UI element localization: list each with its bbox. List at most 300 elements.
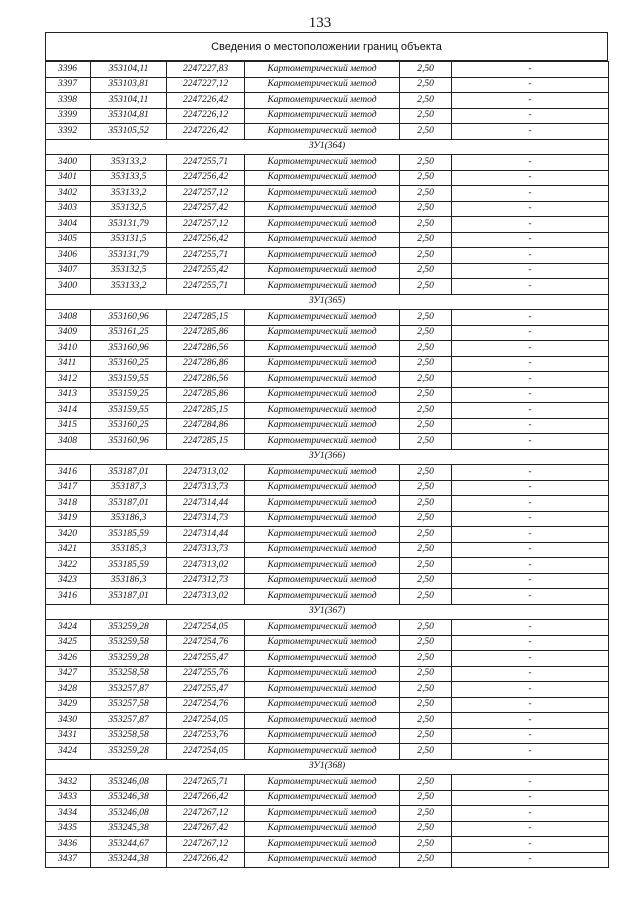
method-cell: Картометрический метод: [245, 480, 400, 496]
x-coordinate-cell: 353104,11: [91, 93, 167, 109]
point-number-cell: 3405: [46, 232, 91, 248]
y-coordinate-cell: 2247256,42: [167, 170, 245, 186]
table-row: [46, 372, 609, 388]
x-coordinate-cell: 353131,79: [91, 248, 167, 264]
method-cell: Картометрический метод: [245, 697, 400, 713]
table-row: [46, 651, 609, 667]
y-coordinate-cell: 2247285,86: [167, 325, 245, 341]
point-number-cell: 3397: [46, 77, 91, 93]
method-cell: Картометрический метод: [245, 248, 400, 264]
y-coordinate-cell: 2247255,71: [167, 279, 245, 295]
point-number-cell: 3410: [46, 341, 91, 357]
method-cell: Картометрический метод: [245, 201, 400, 217]
accuracy-cell: 2,50: [400, 341, 452, 357]
table-row: [46, 418, 609, 434]
table-row: [46, 232, 609, 248]
accuracy-cell: 2,50: [400, 77, 452, 93]
y-coordinate-cell: 2247286,56: [167, 372, 245, 388]
point-number-cell: 3408: [46, 434, 91, 450]
table-row: [46, 775, 609, 791]
accuracy-cell: 2,50: [400, 279, 452, 295]
method-cell: Картометрический метод: [245, 589, 400, 605]
y-coordinate-cell: 2247255,71: [167, 248, 245, 264]
x-coordinate-cell: 353244,67: [91, 837, 167, 853]
point-number-cell: 3434: [46, 806, 91, 822]
description-cell: -: [452, 620, 609, 636]
x-coordinate-cell: 353133,2: [91, 186, 167, 202]
table-row: [46, 170, 609, 186]
accuracy-cell: 2,50: [400, 728, 452, 744]
description-cell: -: [452, 248, 609, 264]
method-cell: Картометрический метод: [245, 356, 400, 372]
x-coordinate-cell: 353159,25: [91, 387, 167, 403]
table-row: [46, 108, 609, 124]
accuracy-cell: 2,50: [400, 124, 452, 140]
method-cell: Картометрический метод: [245, 635, 400, 651]
point-number-cell: 3396: [46, 62, 91, 78]
y-coordinate-cell: 2247313,02: [167, 589, 245, 605]
x-coordinate-cell: 353185,3: [91, 542, 167, 558]
x-coordinate-cell: 353160,25: [91, 418, 167, 434]
y-coordinate-cell: 2247255,71: [167, 155, 245, 171]
y-coordinate-cell: 2247227,12: [167, 77, 245, 93]
y-coordinate-cell: 2247257,12: [167, 217, 245, 233]
accuracy-cell: 2,50: [400, 589, 452, 605]
method-cell: Картометрический метод: [245, 806, 400, 822]
method-cell: Картометрический метод: [245, 279, 400, 295]
method-cell: Картометрический метод: [245, 511, 400, 527]
point-number-cell: 3426: [46, 651, 91, 667]
accuracy-cell: 2,50: [400, 558, 452, 574]
x-coordinate-cell: 353246,08: [91, 775, 167, 791]
description-cell: -: [452, 635, 609, 651]
y-coordinate-cell: 2247285,15: [167, 310, 245, 326]
accuracy-cell: 2,50: [400, 682, 452, 698]
y-coordinate-cell: 2247254,05: [167, 620, 245, 636]
point-number-cell: 3428: [46, 682, 91, 698]
accuracy-cell: 2,50: [400, 356, 452, 372]
description-cell: -: [452, 325, 609, 341]
x-coordinate-cell: 353133,2: [91, 279, 167, 295]
parcel-group-row: [46, 294, 609, 310]
accuracy-cell: 2,50: [400, 434, 452, 450]
x-coordinate-cell: 353259,28: [91, 620, 167, 636]
description-cell: -: [452, 496, 609, 512]
x-coordinate-cell: 353133,2: [91, 155, 167, 171]
method-cell: Картометрический метод: [245, 496, 400, 512]
table-row: [46, 356, 609, 372]
point-number-cell: 3420: [46, 527, 91, 543]
method-cell: Картометрический метод: [245, 837, 400, 853]
x-coordinate-cell: 353160,96: [91, 310, 167, 326]
y-coordinate-cell: 2247266,42: [167, 852, 245, 868]
table-row: [46, 511, 609, 527]
table-row: [46, 635, 609, 651]
accuracy-cell: 2,50: [400, 852, 452, 868]
point-number-cell: 3431: [46, 728, 91, 744]
parcel-group-row: [46, 604, 609, 620]
description-cell: -: [452, 170, 609, 186]
accuracy-cell: 2,50: [400, 697, 452, 713]
y-coordinate-cell: 2247286,86: [167, 356, 245, 372]
method-cell: Картометрический метод: [245, 341, 400, 357]
x-coordinate-cell: 353160,96: [91, 341, 167, 357]
table-row: [46, 837, 609, 853]
parcel-group-label: ЗУ1(368): [46, 759, 609, 775]
y-coordinate-cell: 2247265,71: [167, 775, 245, 791]
x-coordinate-cell: 353161,25: [91, 325, 167, 341]
y-coordinate-cell: 2247255,47: [167, 682, 245, 698]
table-row: [46, 248, 609, 264]
x-coordinate-cell: 353104,81: [91, 108, 167, 124]
method-cell: Картометрический метод: [245, 124, 400, 140]
point-number-cell: 3424: [46, 744, 91, 760]
accuracy-cell: 2,50: [400, 217, 452, 233]
point-number-cell: 3421: [46, 542, 91, 558]
accuracy-cell: 2,50: [400, 542, 452, 558]
description-cell: -: [452, 93, 609, 109]
description-cell: -: [452, 418, 609, 434]
description-cell: -: [452, 775, 609, 791]
accuracy-cell: 2,50: [400, 837, 452, 853]
table-row: [46, 93, 609, 109]
accuracy-cell: 2,50: [400, 186, 452, 202]
point-number-cell: 3404: [46, 217, 91, 233]
y-coordinate-cell: 2247314,44: [167, 496, 245, 512]
x-coordinate-cell: 353159,55: [91, 403, 167, 419]
table-title: Сведения о местоположении границ объекта: [45, 32, 608, 61]
y-coordinate-cell: 2247285,86: [167, 387, 245, 403]
x-coordinate-cell: 353132,5: [91, 263, 167, 279]
method-cell: Картометрический метод: [245, 170, 400, 186]
method-cell: Картометрический метод: [245, 372, 400, 388]
accuracy-cell: 2,50: [400, 372, 452, 388]
x-coordinate-cell: 353244,38: [91, 852, 167, 868]
description-cell: -: [452, 589, 609, 605]
method-cell: Картометрический метод: [245, 93, 400, 109]
parcel-group-label: ЗУ1(364): [46, 139, 609, 155]
point-number-cell: 3413: [46, 387, 91, 403]
table-row: [46, 310, 609, 326]
y-coordinate-cell: 2247255,47: [167, 651, 245, 667]
accuracy-cell: 2,50: [400, 263, 452, 279]
table-row: [46, 589, 609, 605]
method-cell: Картометрический метод: [245, 465, 400, 481]
point-number-cell: 3435: [46, 821, 91, 837]
accuracy-cell: 2,50: [400, 155, 452, 171]
description-cell: -: [452, 511, 609, 527]
description-cell: -: [452, 124, 609, 140]
table-row: [46, 527, 609, 543]
x-coordinate-cell: 353187,3: [91, 480, 167, 496]
y-coordinate-cell: 2247284,86: [167, 418, 245, 434]
description-cell: -: [452, 434, 609, 450]
x-coordinate-cell: 353259,58: [91, 635, 167, 651]
x-coordinate-cell: 353131,79: [91, 217, 167, 233]
method-cell: Картометрический метод: [245, 852, 400, 868]
y-coordinate-cell: 2247254,05: [167, 713, 245, 729]
method-cell: Картометрический метод: [245, 155, 400, 171]
accuracy-cell: 2,50: [400, 480, 452, 496]
point-number-cell: 3408: [46, 310, 91, 326]
description-cell: -: [452, 217, 609, 233]
method-cell: Картометрический метод: [245, 775, 400, 791]
table-row: [46, 542, 609, 558]
parcel-group-label: ЗУ1(367): [46, 604, 609, 620]
point-number-cell: 3406: [46, 248, 91, 264]
x-coordinate-cell: 353103,81: [91, 77, 167, 93]
y-coordinate-cell: 2247256,42: [167, 232, 245, 248]
page-number: 133: [308, 15, 332, 31]
description-cell: -: [452, 666, 609, 682]
coordinates-table: [45, 61, 609, 868]
description-cell: -: [452, 806, 609, 822]
point-number-cell: 3411: [46, 356, 91, 372]
table-row: [46, 558, 609, 574]
x-coordinate-cell: 353159,55: [91, 372, 167, 388]
point-number-cell: 3429: [46, 697, 91, 713]
description-cell: -: [452, 558, 609, 574]
point-number-cell: 3414: [46, 403, 91, 419]
description-cell: -: [452, 372, 609, 388]
y-coordinate-cell: 2247226,42: [167, 124, 245, 140]
description-cell: -: [452, 744, 609, 760]
method-cell: Картометрический метод: [245, 558, 400, 574]
accuracy-cell: 2,50: [400, 806, 452, 822]
description-cell: -: [452, 682, 609, 698]
x-coordinate-cell: 353133,5: [91, 170, 167, 186]
description-cell: -: [452, 263, 609, 279]
x-coordinate-cell: 353185,59: [91, 527, 167, 543]
method-cell: Картометрический метод: [245, 62, 400, 78]
x-coordinate-cell: 353246,08: [91, 806, 167, 822]
y-coordinate-cell: 2247254,05: [167, 744, 245, 760]
table-row: [46, 434, 609, 450]
table-row: [46, 155, 609, 171]
point-number-cell: 3423: [46, 573, 91, 589]
method-cell: Картометрический метод: [245, 418, 400, 434]
point-number-cell: 3425: [46, 635, 91, 651]
point-number-cell: 3398: [46, 93, 91, 109]
x-coordinate-cell: 353131,5: [91, 232, 167, 248]
y-coordinate-cell: 2247286,56: [167, 341, 245, 357]
accuracy-cell: 2,50: [400, 713, 452, 729]
accuracy-cell: 2,50: [400, 170, 452, 186]
method-cell: Картометрический метод: [245, 620, 400, 636]
x-coordinate-cell: 353257,87: [91, 682, 167, 698]
point-number-cell: 3416: [46, 589, 91, 605]
method-cell: Картометрический метод: [245, 527, 400, 543]
description-cell: -: [452, 341, 609, 357]
y-coordinate-cell: 2247313,02: [167, 558, 245, 574]
description-cell: -: [452, 310, 609, 326]
x-coordinate-cell: 353186,3: [91, 573, 167, 589]
point-number-cell: 3437: [46, 852, 91, 868]
point-number-cell: 3400: [46, 279, 91, 295]
method-cell: Картометрический метод: [245, 232, 400, 248]
point-number-cell: 3419: [46, 511, 91, 527]
x-coordinate-cell: 353132,5: [91, 201, 167, 217]
accuracy-cell: 2,50: [400, 511, 452, 527]
x-coordinate-cell: 353259,28: [91, 651, 167, 667]
x-coordinate-cell: 353160,25: [91, 356, 167, 372]
parcel-group-label: ЗУ1(366): [46, 449, 609, 465]
y-coordinate-cell: 2247253,76: [167, 728, 245, 744]
table-row: [46, 186, 609, 202]
table-row: [46, 465, 609, 481]
point-number-cell: 3416: [46, 465, 91, 481]
x-coordinate-cell: 353187,01: [91, 465, 167, 481]
table-row: [46, 263, 609, 279]
y-coordinate-cell: 2247267,12: [167, 806, 245, 822]
y-coordinate-cell: 2247313,73: [167, 542, 245, 558]
x-coordinate-cell: 353187,01: [91, 496, 167, 512]
parcel-group-row: [46, 449, 609, 465]
description-cell: -: [452, 77, 609, 93]
description-cell: -: [452, 465, 609, 481]
point-number-cell: 3415: [46, 418, 91, 434]
method-cell: Картометрический метод: [245, 186, 400, 202]
accuracy-cell: 2,50: [400, 496, 452, 512]
table-row: [46, 341, 609, 357]
description-cell: -: [452, 155, 609, 171]
accuracy-cell: 2,50: [400, 93, 452, 109]
description-cell: -: [452, 697, 609, 713]
method-cell: Картометрический метод: [245, 821, 400, 837]
method-cell: Картометрический метод: [245, 217, 400, 233]
y-coordinate-cell: 2247267,12: [167, 837, 245, 853]
x-coordinate-cell: 353185,59: [91, 558, 167, 574]
coordinates-table-body: [46, 62, 609, 868]
accuracy-cell: 2,50: [400, 465, 452, 481]
table-row: [46, 325, 609, 341]
description-cell: -: [452, 728, 609, 744]
y-coordinate-cell: 2247313,02: [167, 465, 245, 481]
point-number-cell: 3422: [46, 558, 91, 574]
method-cell: Картометрический метод: [245, 542, 400, 558]
x-coordinate-cell: 353104,11: [91, 62, 167, 78]
x-coordinate-cell: 353160,96: [91, 434, 167, 450]
accuracy-cell: 2,50: [400, 635, 452, 651]
point-number-cell: 3418: [46, 496, 91, 512]
y-coordinate-cell: 2247226,42: [167, 93, 245, 109]
accuracy-cell: 2,50: [400, 666, 452, 682]
point-number-cell: 3400: [46, 155, 91, 171]
method-cell: Картометрический метод: [245, 744, 400, 760]
accuracy-cell: 2,50: [400, 62, 452, 78]
parcel-group-row: [46, 139, 609, 155]
method-cell: Картометрический метод: [245, 263, 400, 279]
point-number-cell: 3407: [46, 263, 91, 279]
accuracy-cell: 2,50: [400, 232, 452, 248]
accuracy-cell: 2,50: [400, 418, 452, 434]
x-coordinate-cell: 353258,58: [91, 666, 167, 682]
method-cell: Картометрический метод: [245, 728, 400, 744]
method-cell: Картометрический метод: [245, 434, 400, 450]
x-coordinate-cell: 353186,3: [91, 511, 167, 527]
parcel-group-label: ЗУ1(365): [46, 294, 609, 310]
description-cell: -: [452, 279, 609, 295]
method-cell: Картометрический метод: [245, 790, 400, 806]
x-coordinate-cell: 353105,52: [91, 124, 167, 140]
accuracy-cell: 2,50: [400, 248, 452, 264]
y-coordinate-cell: 2247267,42: [167, 821, 245, 837]
table-row: [46, 496, 609, 512]
y-coordinate-cell: 2247255,76: [167, 666, 245, 682]
table-row: [46, 728, 609, 744]
table-row: [46, 806, 609, 822]
accuracy-cell: 2,50: [400, 310, 452, 326]
accuracy-cell: 2,50: [400, 821, 452, 837]
point-number-cell: 3399: [46, 108, 91, 124]
description-cell: -: [452, 821, 609, 837]
y-coordinate-cell: 2247257,42: [167, 201, 245, 217]
table-row: [46, 279, 609, 295]
description-cell: -: [452, 108, 609, 124]
table-row: [46, 480, 609, 496]
table-row: [46, 821, 609, 837]
description-cell: -: [452, 852, 609, 868]
table-row: [46, 852, 609, 868]
point-number-cell: 3392: [46, 124, 91, 140]
description-cell: -: [452, 232, 609, 248]
table-row: [46, 201, 609, 217]
accuracy-cell: 2,50: [400, 387, 452, 403]
x-coordinate-cell: 353257,87: [91, 713, 167, 729]
description-cell: -: [452, 542, 609, 558]
method-cell: Картометрический метод: [245, 387, 400, 403]
description-cell: -: [452, 356, 609, 372]
method-cell: Картометрический метод: [245, 403, 400, 419]
y-coordinate-cell: 2247227,83: [167, 62, 245, 78]
table-row: [46, 790, 609, 806]
x-coordinate-cell: 353246,38: [91, 790, 167, 806]
accuracy-cell: 2,50: [400, 527, 452, 543]
table-row: [46, 666, 609, 682]
x-coordinate-cell: 353259,28: [91, 744, 167, 760]
y-coordinate-cell: 2247285,15: [167, 403, 245, 419]
method-cell: Картометрический метод: [245, 682, 400, 698]
y-coordinate-cell: 2247266,42: [167, 790, 245, 806]
description-cell: -: [452, 387, 609, 403]
point-number-cell: 3433: [46, 790, 91, 806]
description-cell: -: [452, 527, 609, 543]
table-row: [46, 62, 609, 78]
table-row: [46, 744, 609, 760]
table-row: [46, 403, 609, 419]
table-row: [46, 124, 609, 140]
point-number-cell: 3427: [46, 666, 91, 682]
method-cell: Картометрический метод: [245, 713, 400, 729]
description-cell: -: [452, 573, 609, 589]
method-cell: Картометрический метод: [245, 573, 400, 589]
point-number-cell: 3436: [46, 837, 91, 853]
accuracy-cell: 2,50: [400, 403, 452, 419]
y-coordinate-cell: 2247314,73: [167, 511, 245, 527]
point-number-cell: 3402: [46, 186, 91, 202]
point-number-cell: 3403: [46, 201, 91, 217]
x-coordinate-cell: 353258,58: [91, 728, 167, 744]
method-cell: Картометрический метод: [245, 325, 400, 341]
y-coordinate-cell: 2247226,12: [167, 108, 245, 124]
table-row: [46, 713, 609, 729]
description-cell: -: [452, 480, 609, 496]
method-cell: Картометрический метод: [245, 651, 400, 667]
table-row: [46, 387, 609, 403]
y-coordinate-cell: 2247254,76: [167, 697, 245, 713]
x-coordinate-cell: 353257,58: [91, 697, 167, 713]
accuracy-cell: 2,50: [400, 775, 452, 791]
